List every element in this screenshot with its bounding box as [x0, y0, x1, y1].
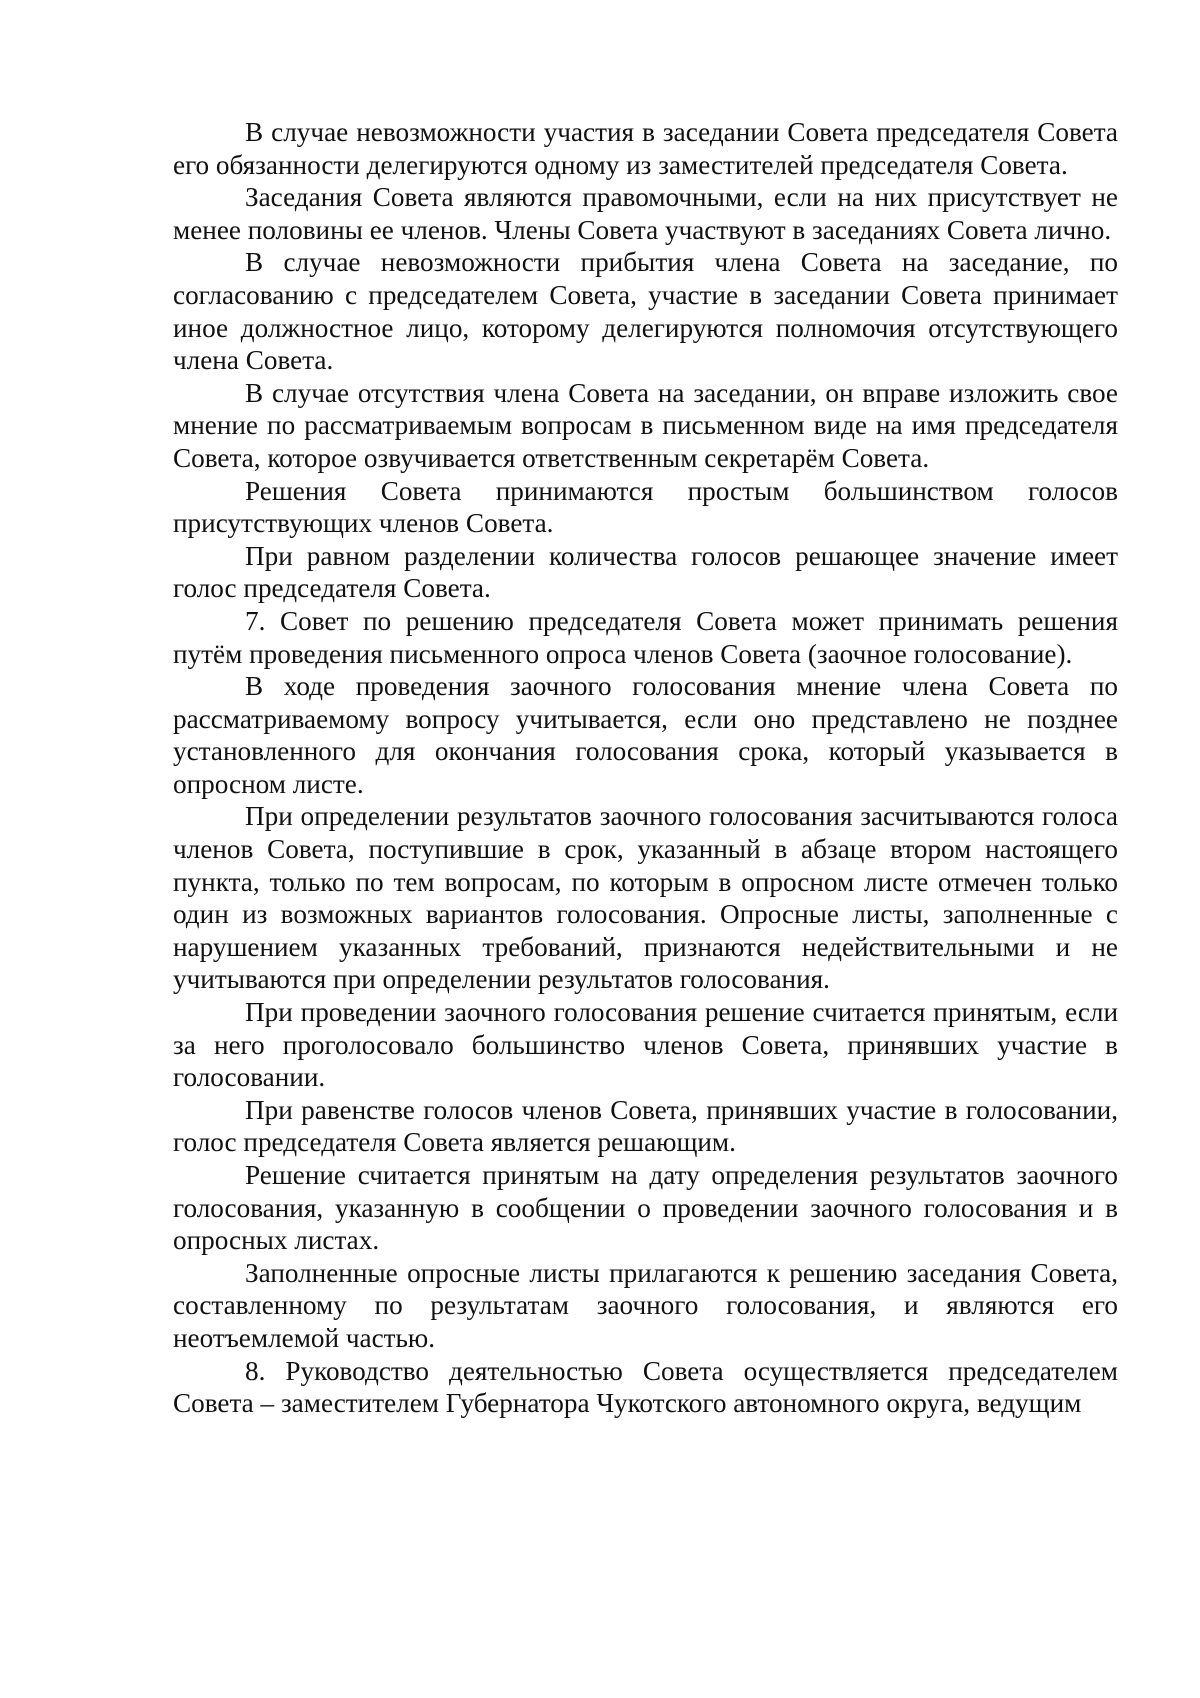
paragraph-2: Заседания Совета являются правомочными, если на них присутствует не менее половины ее членов. Члены Совета участвуют в заседаниях Совета лично. — [173, 182, 1118, 245]
paragraph-3: В случае невозможности прибытия члена Совета на заседание, по согласованию с председателем Совета, участие в заседании Совета принимает иное должностное лицо, которому делегируются полномочия отсутствующего члена Совета. — [173, 247, 1118, 376]
paragraph-8: В ходе проведения заочного голосования мнение члена Совета по рассматриваемому вопросу учитывается, если оно представлено не позднее установленного для окончания голосования срока, который указывается в опросном листе. — [173, 671, 1118, 799]
paragraph-11: При равенстве голосов членов Совета, принявших участие в голосовании, голос председателя Совета является решающим. — [173, 1094, 1118, 1158]
paragraph-12: Решение считается принятым на дату определения результатов заочного голосования, указанную в сообщении о проведении заочного голосования и в опросных листах. — [173, 1160, 1118, 1256]
paragraph-4: В случае отсутствия члена Совета на заседании, он вправе изложить свое мнение по рассматриваемым вопросам в письменном виде на имя председателя Совета, которое озвучивается ответственным секретарём Совета. — [173, 377, 1118, 473]
document-body — [173, 116, 1118, 1420]
paragraph-6: При равном разделении количества голосов решающее значение имеет голос председателя Совета. — [173, 540, 1118, 604]
paragraph-14: 8. Руководство деятельностью Совета осуществляется председателем Совета – заместителем Губернатора Чукотского автономного округа, ведущим — [173, 1355, 1118, 1419]
paragraph-5: Решения Совета принимаются простым большинством голосов присутствующих членов Совета. — [173, 475, 1118, 539]
paragraph-13: Заполненные опросные листы прилагаются к решению заседания Совета, составленному по результатам заочного голосования, и являются его неотъемлемой частью. — [173, 1257, 1118, 1353]
paragraph-1: В случае невозможности участия в заседании Совета председателя Совета его обязанности делегируются одному из заместителей председателя Совета. — [173, 117, 1118, 180]
paragraph-10: При проведении заочного голосования решение считается принятым, если за него проголосовало большинство членов Совета, принявших участие в голосовании. — [173, 997, 1118, 1093]
paragraph-7: 7. Совет по решению председателя Совета может принимать решения путём проведения письменного опроса членов Совета (заочное голосование). — [173, 605, 1118, 669]
paragraph-9: При определении результатов заочного голосования засчитываются голоса членов Совета, поступившие в срок, указанный в абзаце втором настоящего пункта, только по тем вопросам, по которым в опросном листе отмечен только один из возможных вариантов голосования. Опросные листы, заполненные с нарушением указанных требований, признаются недействительными и не учитываются при определении результатов голосования. — [173, 801, 1118, 995]
